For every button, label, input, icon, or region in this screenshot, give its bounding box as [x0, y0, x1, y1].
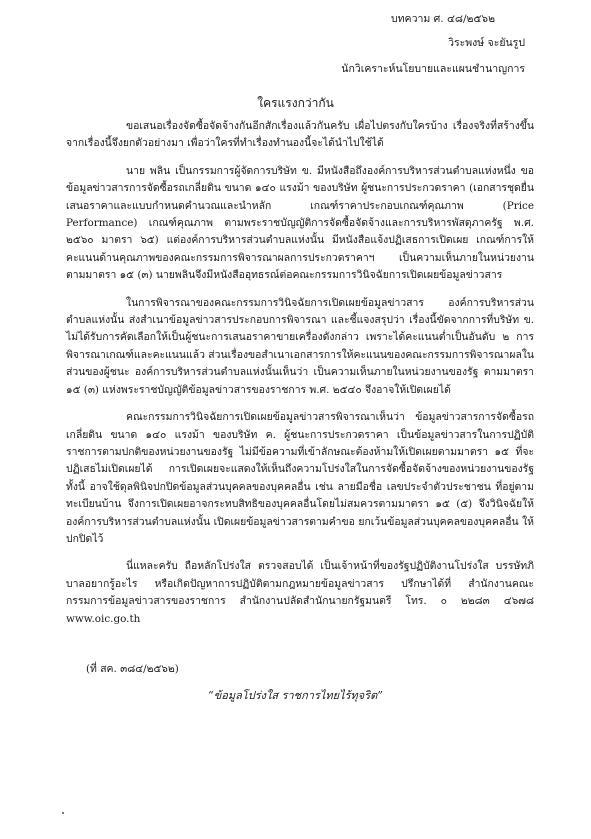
paragraph-conclusion: นี่แหละครับ ถือหลักโปร่งใส ตรวจสอบได้ เป็นเจ้าหน้าที่ของรัฐปฏิบัติงานโปร่งใส บรรษัทภิบาลอยากรู้อะไร หรือเกิดปัญหาการปฏิบัติตามกฎหมายข้อมูลข่าวสาร ปรึกษาได้ที่ สำนักงานคณะกรรมการข้อมูลข่าวสารของราชการ สำนักงานปลัดสำนักนายกรัฐมนตรี โทร. ๐ ๒๒๘๓ ๔๖๗๘ www.oic.go.th [66, 560, 534, 625]
paragraph-committee-ruling: คณะกรรมการวินิจฉัยการเปิดเผยข้อมูลข่าวสารพิจารณาเห็นว่า ข้อมูลข่าวสารการจัดซื้อรถเกลี่ยดิน ขนาด ๑๔๐ แรงม้า ของบริษัท ค. ผู้ชนะการประกวดราคา เป็นข้อมูลข่าวสารในการปฏิบัติราชการตามปกติของหน่วยงานของรัฐ ไม่มีข้อความที่เข้าลักษณะต้องห้ามให้เปิดเผยตามมาตรา ๑๕ ที่จะปฏิเสธไม่เปิดเผยได้ การเปิดเผยจะแสดงให้เห็นถึงความโปร่งใสในการจัดซื้อจัดจ้างของหน่วยงานของรัฐ ทั้งนี้ อาจใช้ดุลพินิจปกปิดข้อมูลส่วนบุคคลของบุคคลอื่น เช่น ลายมือชื่อ เลขประจำตัวประชาชน ที่อยู่ตามทะเบียนบ้าน จึงการเปิดเผยอาจกระทบสิทธิของบุคคลอื่นโดยไม่สมควรตามมาตรา ๑๕ (๕) จึงวินิจฉัยให้องค์การบริหารส่วนตำบลแห่งนั้น เปิดเผยข้อมูลข่าวสารตามคำขอ ยกเว้นข้อมูลส่วนบุคคลของบุคคลอื่น ให้ปกปิดไว้ [66, 411, 534, 545]
author-position: นักวิเคราะห์นโยบายและแผนชำนาญการ [341, 63, 525, 75]
paragraph-agency-response: ในการพิจารณาของคณะกรรมการวินิจฉัยการเปิดเผยข้อมูลข่าวสาร องค์การบริหารส่วนตำบลแห่งนั้น ส่งสำเนาข้อมูลข่าวสารประกอบการพิจารณา และชี้แจงสรุปว่า เรื่องนี้ขัดจากการที่บริษัท ข. ไม่ได้รับการคัดเลือกให้เป็นผู้ชนะการเสนอราคาขายเครื่องดังกล่าว เพราะได้คะแนนต่ำเป็นอันดับ ๒ การพิจารณาเกณฑ์และคะแนนแล้ว ส่วนเรื่องขอสำเนาเอกสารการให้คะแนนของคณะกรรมการพิจารณาผลในส่วนของผู้ชนะ องค์การบริหารส่วนตำบลแห่งนั้นเห็นว่า เป็นความเห็นภายในหน่วยงานของรัฐ ตามมาตรา ๑๕ (๓) แห่งพระราชบัญญัติข้อมูลข่าวสารของราชการ พ.ศ. ๒๕๔๐ จึงอาจให้เปิดเผยได้ [66, 296, 534, 396]
slogan: “ข้อมูลโปร่งใส ราชการไทยไร้ทุจริต” [208, 689, 383, 702]
case-reference: (ที่ สค. ๓๘๔/๒๕๖๒) [86, 663, 179, 675]
scan-speck [62, 812, 64, 814]
article-body [66, 118, 534, 628]
paragraph-request: นาย พลิน เป็นกรรมการผู้จัดการบริษัท ข. มีหนังสือถึงองค์การบริหารส่วนตำบลแห่งหนึ่ง ขอข้อมูลข่าวสารการจัดซื้อรถเกลี่ยดิน ขนาด ๑๔๐ แรงม้า ของบริษัท ผู้ชนะการประกวดราคา (เอกสารชุดยื่นเสนอราคาและแบบกำหนดคำนวณและนำหลัก เกณฑ์ราคาประกอบเกณฑ์คุณภาพ (Price Performance) เกณฑ์คุณภาพ ตามพระราชบัญญัติการจัดซื้อจัดจ้างและการบริหารพัสดุภาครัฐ พ.ศ. ๒๕๖๐ มาตรา ๖๕) แต่องค์การบริหารส่วนตำบลแห่งนั้น มีหนังสือแจ้งปฏิเสธการเปิดเผย เกณฑ์การให้คะแนนด้านคุณภาพของคณะกรรมการพิจารณาผลการประกวดราคาฯ เป็นความเห็นภายในหน่วยงาน ตามมาตรา ๑๕ (๓) นายพลินจึงมีหนังสืออุทธรณ์ต่อคณะกรรมการวินิจฉัยการเปิดเผยข้อมูลข่าวสาร [66, 164, 534, 282]
paragraph-intro: ขอเสนอเรื่องจัดซื้อจัดจ้างกันอีกสักเรื่องแล้วกันครับ เผื่อไปตรงกับใครบ้าง เรื่องจริงที่สร้างขึ้นจากเรื่องนี้จึงยกตัวอย่างมา เพื่อว่าใครที่ทำเรื่องทำนองนี้จะได้นำไปใช้ได้ [66, 120, 534, 150]
article-title: ใครแรงกว่ากัน [257, 96, 334, 110]
document-number: บทความ ศ. ๔๘/๒๕๖๒ [390, 13, 495, 25]
author-name: วิระพงษ์ จะยันรูป [448, 37, 525, 49]
